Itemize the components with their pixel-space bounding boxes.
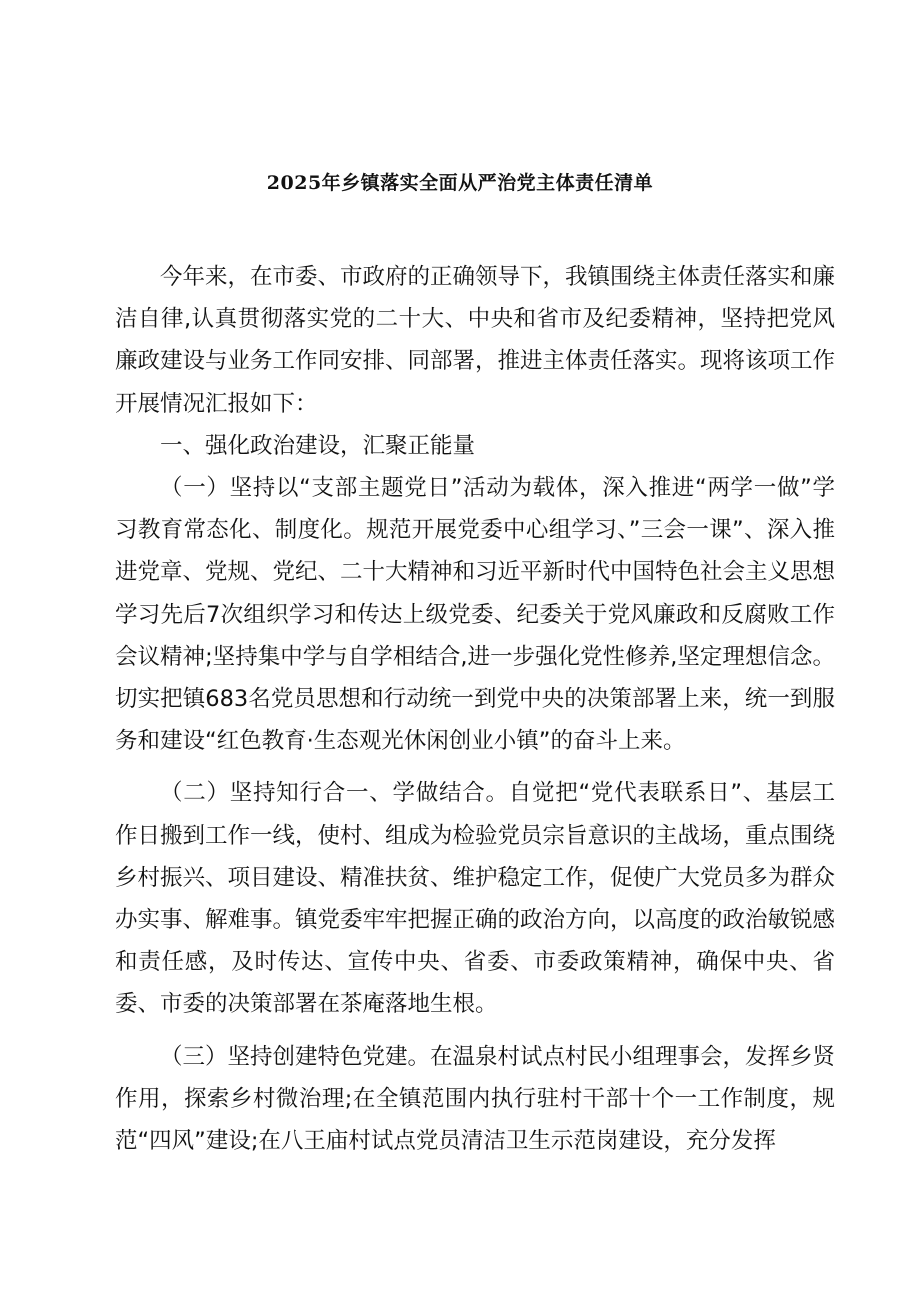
section-heading: 一、强化政治建设，汇聚正能量 (160, 432, 476, 459)
intro-paragraph: 今年来，在市委、市政府的正确领导下，我镇围绕主体责任落实和廉洁自律,认真贯彻落实党的二十大、中央和省市及纪委精神，坚持把党风廉政建设与业务工作同安排、同部署，推进主体责任落实。现将该项工作开展情况汇报如下： (115, 264, 836, 417)
paragraph-spacer (115, 762, 835, 772)
document-title: 2025年乡镇落实全面从严治党主体责任清单 (266, 172, 654, 194)
paragraph-spacer (115, 1026, 835, 1036)
document-body (115, 256, 835, 1162)
paragraph-2: （二）坚持知行合一、学做结合。自觉把“党代表联系日”、基层工作日搬到工作一线，使村、组成为检验党员宗旨意识的主战场，重点围绕乡村振兴、项目建设、精准扶贫、维护稳定工作，促使广大党员多为群众办实事、解难事。镇党委牢牢把握正确的政治方向，以高度的政治敏锐感和责任感，及时传达、宣传中央、省委、市委政策精神，确保中央、省委、市委的决策部署在茶庵落地生根。 (115, 780, 836, 1018)
paragraph-1: （一）坚持以“支部主题党日”活动为载体，深入推进“两学一做”学习教育常态化、制度化。规范开展党委中心组学习、”三会一课”、深入推进党章、党规、党纪、二十大精神和习近平新时代中国特色社会主义思想学习先后7次组织学习和传达上级党委、纪委关于党风廉政和反腐败工作会议精神;坚持集中学与自学相结合,进一步强化党性修养,坚定理想信念。切实把镇683名党员思想和行动统一到党中央的决策部署上来，统一到服务和建设“红色教育·生态观光休闲创业小镇”的奋斗上来。 (115, 475, 836, 755)
paragraph-3: （三）坚持创建特色党建。在温泉村试点村民小组理事会，发挥乡贤作用，探索乡村微治理;在全镇范围内执行驻村干部十个一工作制度，规范“四风”建设;在八王庙村试点党员清洁卫生示范岗建设，充分发挥 (115, 1043, 836, 1155)
